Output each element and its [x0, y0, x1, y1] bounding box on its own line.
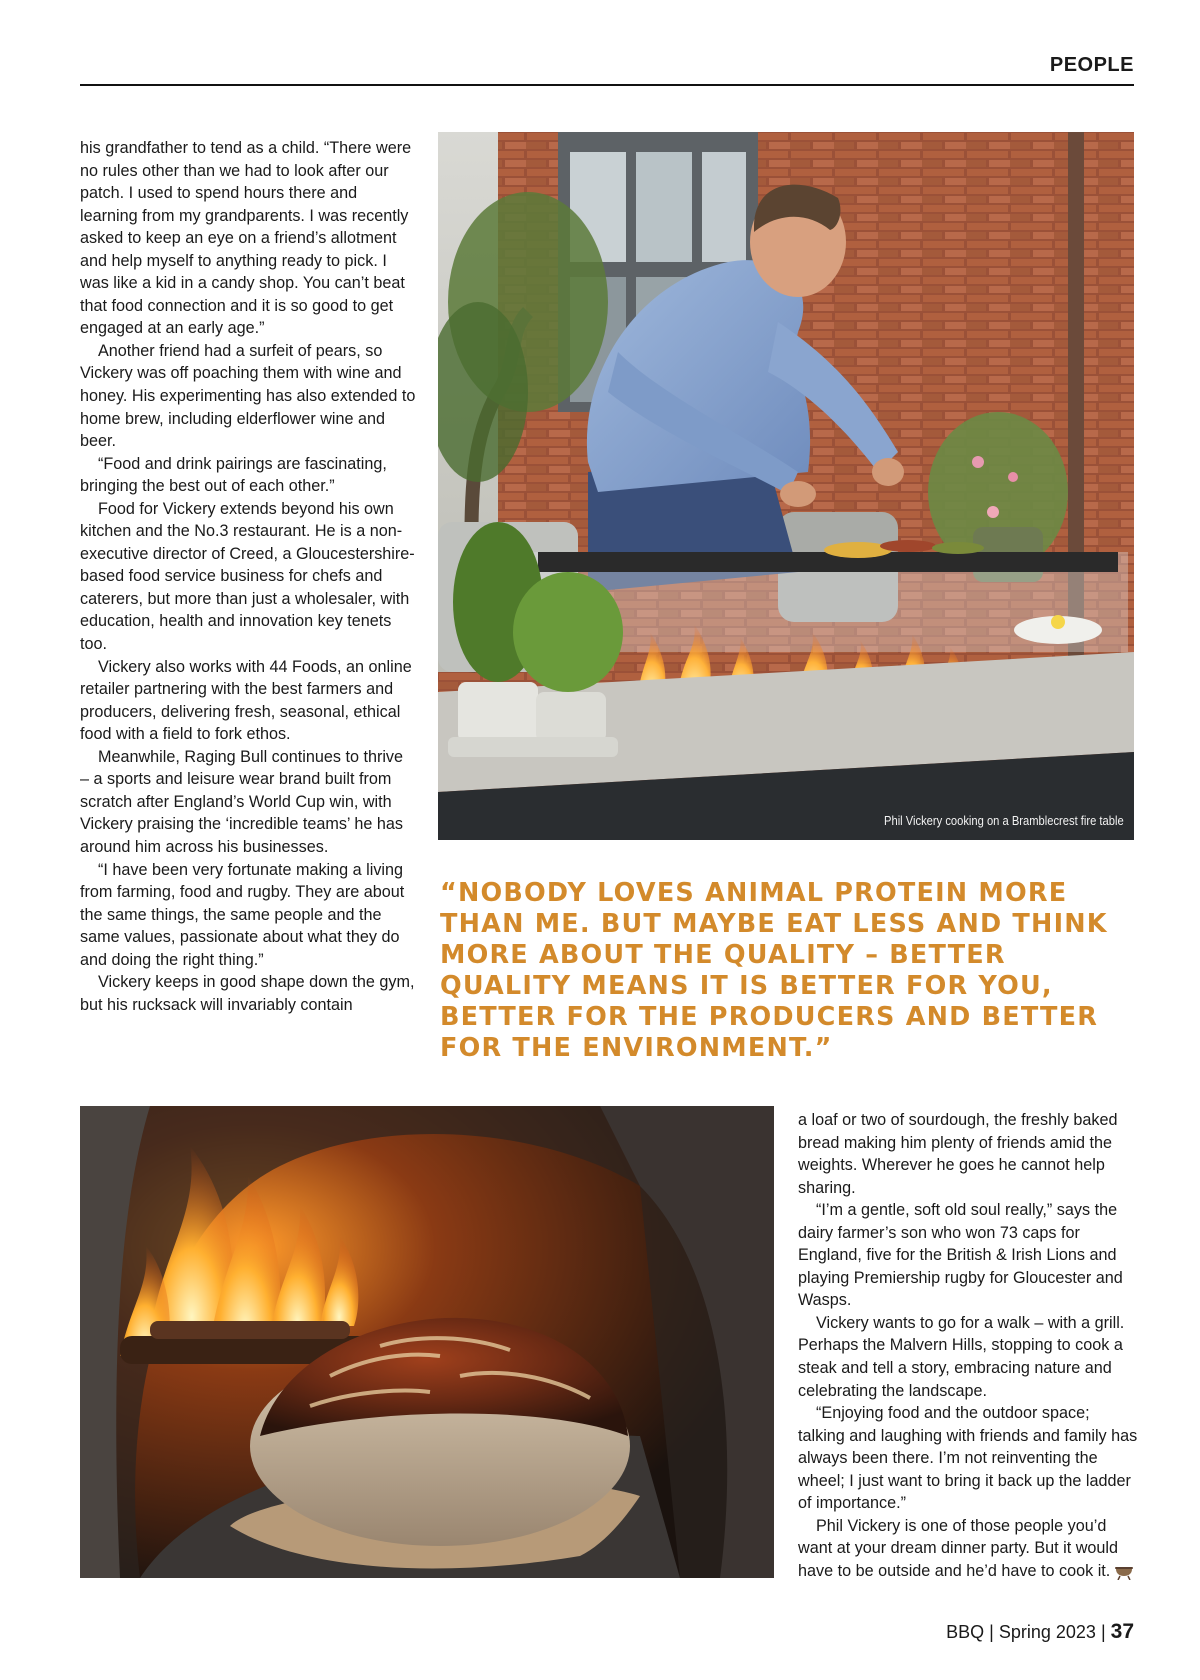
- paragraph: “I have been very fortunate making a living from farming, food and rugby. They are about the same things, the same people and the same values, passionate about what they do and doing the right thing.”: [80, 860, 405, 969]
- paragraph: “Enjoying food and the outdoor space; talking and laughing with friends and family has always been there. I’m not reinventing the wheel; I just want to bring it back up the ladder of importance.”: [798, 1404, 1138, 1513]
- page-footer: [946, 1620, 1134, 1644]
- header-rule: [80, 84, 1134, 86]
- paragraph: Meanwhile, Raging Bull continues to thrive – a sports and leisure wear brand built from scratch after England’s World Cup win, with Vickery praising the ‘incredible teams’ he has around him across his businesses.: [80, 747, 404, 856]
- left-column-text: [80, 137, 416, 1016]
- paragraph: Another friend had a surfeit of pears, so Vickery was off poaching them with wine and honey. His experimenting has also extended to home brew, including elderflower wine and beer.: [80, 341, 416, 451]
- paragraph: “Food and drink pairings are fascinating, bringing the best out of each other.”: [80, 454, 387, 496]
- magazine-name: BBQ: [946, 1622, 985, 1642]
- right-column-text: [798, 1109, 1138, 1582]
- pull-quote: “NOBODY LOVES ANIMAL PROTEIN MORE THAN ME. BUT MAYBE EAT LESS AND THINK MORE ABOUT THE QUALITY – BETTER QUALITY MEANS IT IS BETTER FOR YOU, BETTER FOR THE PRODUCERS AND BETTER FOR THE ENVIRONMENT.”: [440, 878, 1108, 1063]
- paragraph: a loaf or two of sourdough, the freshly baked bread making him plenty of friends amid the weights. Wherever he goes he cannot help sharing.: [798, 1111, 1118, 1197]
- bbq-grill-icon: [1114, 1564, 1134, 1580]
- photo-sourdough-oven: [80, 1106, 774, 1578]
- photo-vickery-fire-table: [438, 132, 1134, 840]
- paragraph: Vickery also works with 44 Foods, an online retailer partnering with the best farmers and producers, delivering fresh, seasonal, ethical food with a field to fork ethos.: [80, 657, 412, 744]
- paragraph: Vickery keeps in good shape down the gym, but his rucksack will invariably contain: [80, 973, 415, 1014]
- issue-date: Spring 2023: [998, 1622, 1096, 1642]
- footer-separator: |: [989, 1622, 994, 1642]
- section-label: PEOPLE: [1049, 54, 1134, 76]
- footer-separator-2: |: [1100, 1622, 1106, 1642]
- page-number: 37: [1110, 1620, 1134, 1643]
- paragraph: Food for Vickery extends beyond his own kitchen and the No.3 restaurant. He is a non-executive director of Creed, a Gloucestershire-based food service business for chefs and caterers, but more than just a wholesaler, with education, health and innovation key tenets too.: [80, 499, 415, 654]
- photo-vickery-illustration: [438, 132, 1134, 840]
- photo-sourdough-illustration: [80, 1106, 774, 1578]
- paragraph: “I’m a gentle, soft old soul really,” says the dairy farmer’s son who won 73 caps for England, five for the British & Irish Lions and playing Premiership rugby for Gloucester and Wasps.: [798, 1201, 1123, 1310]
- paragraph: Phil Vickery is one of those people you’d want at your dream dinner party. But it would have to be outside and he’d have to cook it.: [798, 1515, 1138, 1583]
- paragraph: his grandfather to tend as a child. “There were no rules other than we had to look after our patch. I used to spend hours there and learning from my grandparents. I was recently asked to keep an eye on a friend’s allotment and help myself to anything ready to pick. I was like a kid in a candy shop. You can’t beat that food connection and it is so good to get engaged at an early age.”: [80, 139, 412, 338]
- photo-caption: Phil Vickery cooking on a Bramblecrest fire table: [884, 813, 1124, 828]
- paragraph: Vickery wants to go for a walk – with a grill. Perhaps the Malvern Hills, stopping to cook a steak and tell a story, embracing nature and celebrating the landscape.: [798, 1313, 1125, 1400]
